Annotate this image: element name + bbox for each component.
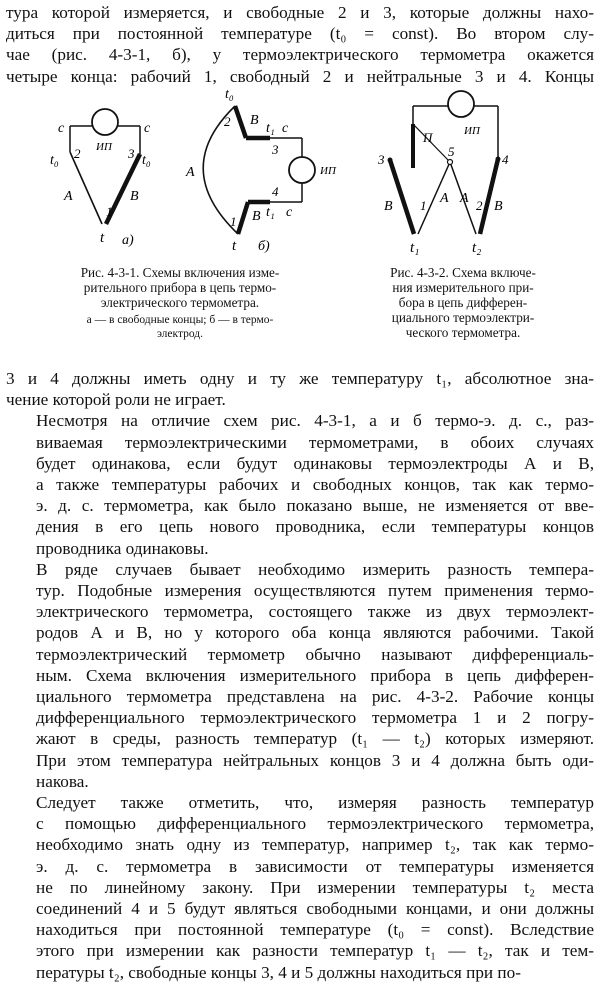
paragraph xyxy=(6,2,594,87)
junction-5 xyxy=(448,160,453,165)
label-A2-diff: А xyxy=(460,191,469,206)
text-line: накова. xyxy=(36,771,89,791)
label-t1-diff: t₁ xyxy=(410,240,420,256)
label-1-b: 1 xyxy=(230,214,237,229)
text-line: проводника одинаковы. xyxy=(36,538,209,558)
text-line: При этом температура нейтральных концов 3 и 4 должна быть оди- xyxy=(36,750,594,770)
label-3-diff: 3 xyxy=(378,152,385,167)
label-4-b: 4 xyxy=(272,184,279,199)
electrode-a-thin xyxy=(70,152,102,224)
text-line: пературы t₂, свободные концы 3, 4 и 5 должны находиться при по- xyxy=(36,962,521,982)
label-t0-left-a: t₀ xyxy=(50,153,59,168)
text-line: не по линейному закону. При измерении температуры t₂ места xyxy=(36,877,594,897)
label-c-right-a: с xyxy=(144,121,151,136)
text-line: Следует также отметить, что, измеряя разность температур xyxy=(36,793,594,813)
label-2-a: 2 xyxy=(74,146,81,161)
meter-ip-diff xyxy=(448,91,474,117)
figure-4-3-2-caption xyxy=(350,265,576,340)
label-3-a: 3 xyxy=(128,146,135,161)
text-line: дения в его цепь нового проводника, если температуры концов xyxy=(36,517,594,537)
caption-line: бора в цепь дифферен- xyxy=(398,295,528,310)
figure-4-3-2-diagram xyxy=(368,84,588,259)
caption-line: электрод. xyxy=(156,328,204,340)
electrode-B-right xyxy=(480,159,498,234)
electrode-b-lower-thick xyxy=(238,202,248,234)
label-B-b-upper: В xyxy=(250,113,259,128)
label-t1-top-b: t₁ xyxy=(266,121,275,136)
label-1-diff: 1 xyxy=(420,198,427,213)
junction-3 xyxy=(388,158,393,163)
text-line: чае (рис. 4-3-1, б), у термоэлектрического термометра окажется xyxy=(6,45,594,65)
text-line: этого при измерении как разности температур t₁ — t₂, так и тем- xyxy=(36,941,594,961)
paragraph xyxy=(6,410,594,558)
meter-ip-b xyxy=(289,157,315,183)
label-t1-bot-b: t₁ xyxy=(266,205,275,220)
label-c-left-a: с xyxy=(58,121,65,136)
label-t0-right-a: t₀ xyxy=(142,153,151,168)
electrode-B-left xyxy=(390,160,414,234)
label-ip-b: ИП xyxy=(320,165,336,177)
text-line: э. д. с. термометра в зависимости от температуры изменяется xyxy=(36,856,594,876)
caption-line: Рис. 4-3-1. Схемы включения изме- xyxy=(80,265,280,280)
text-line: необходимо знать одну из температур, например t₂, так как термо- xyxy=(36,835,594,855)
text-line: термоэлектрический термометр обычно называют дифференциаль- xyxy=(36,644,594,664)
text-line: виваемая термоэлектрическими термометрами, в обоих случаях xyxy=(36,432,594,452)
paragraph xyxy=(6,792,594,983)
meter-ip-a xyxy=(92,109,118,135)
label-B-b-lower: В xyxy=(252,209,261,224)
text-line: родов А и В, но у которого оба конца являются рабочими. Такой xyxy=(36,623,594,643)
caption-line: а — в свободные концы; б — в термо- xyxy=(86,314,274,326)
text-line: соединений 4 и 5 будут являться свободными концами, и они должны xyxy=(36,899,594,919)
label-B-right-diff: В xyxy=(494,199,503,214)
caption-lines-4-3-2 xyxy=(350,265,576,340)
text-line: э. д. с. термометра, как было показано выше, не изменяется от вве- xyxy=(36,496,594,516)
caption-line: электрического термометра. xyxy=(100,295,260,310)
text-line: будет одинакова, если будут одинаковы термоэлектроды А и В, xyxy=(36,453,594,473)
label-p: П xyxy=(423,130,433,145)
figure-4-3-1-diagram xyxy=(20,84,350,259)
caption-lines-4-3-1 xyxy=(30,265,330,310)
label-t-b: t xyxy=(232,238,237,254)
text-line: четыре конца: рабочий 1, свободный 2 и нейтральные 3 и 4. Концы xyxy=(6,66,594,86)
label-4-diff: 4 xyxy=(502,152,509,167)
figures-area xyxy=(0,84,600,340)
figure-4-3-1-subcaption xyxy=(30,313,330,341)
text-line: жают в среды, разность температур (t₁ — t₂) которых измеряют. xyxy=(36,729,594,749)
text-line: чение которой роли не играет. xyxy=(6,390,226,410)
junction-4 xyxy=(496,157,501,162)
paragraph xyxy=(6,559,594,792)
text-line: тура которой измеряется, и свободные 2 и 3, которые должны нахо- xyxy=(6,3,594,22)
label-c-b-upper: с xyxy=(282,121,289,136)
label-t2-diff: t₂ xyxy=(472,240,482,256)
label-2-b: 2 xyxy=(224,114,231,129)
label-2-diff: 2 xyxy=(476,198,483,213)
text-line: ным. Схема включения измерительного прибора в цепь дифферен- xyxy=(36,665,594,685)
label-B-a: В xyxy=(130,189,139,204)
text-line: находиться при постоянной температуре (t₀ = const). Вследствие xyxy=(36,920,594,940)
text-line: В ряде случаев бывает необходимо измерить разность темпера- xyxy=(36,559,594,579)
label-ip-a: ИП xyxy=(96,141,112,153)
text-line: тур. Подобные измерения осуществляются путем применения термо- xyxy=(36,581,594,601)
label-part-a: а) xyxy=(122,233,134,248)
label-A-b: А xyxy=(186,165,195,180)
label-c-b-lower: с xyxy=(286,205,293,220)
text-line: Несмотря на отличие схем рис. 4-3-1, а и б термо-э. д. с., раз- xyxy=(36,411,594,431)
label-A1-diff: А xyxy=(440,191,449,206)
text-line: а также температуры рабочих и свободных концов, так как термо- xyxy=(36,475,594,495)
label-part-b: б) xyxy=(258,239,270,254)
label-3-b: 3 xyxy=(272,142,279,157)
label-t0-top-b: t₀ xyxy=(225,87,234,102)
electrode-b-upper-thick xyxy=(235,106,246,138)
text-line: дифференциального термоэлектрического термометра 1 и 2 погру- xyxy=(36,708,594,728)
caption-line: рительного прибора в цепь термо- xyxy=(83,280,277,295)
paragraph xyxy=(6,368,594,410)
label-B-left-diff: В xyxy=(384,199,393,214)
label-t-a: t xyxy=(100,230,105,246)
text-line: диться при постоянной температуре (t₀ = const). Во втором слу- xyxy=(6,24,594,44)
body-text xyxy=(6,368,594,983)
text-line: циального термометра представлена на рис. 4-3-2. Рабочие концы xyxy=(36,687,594,707)
label-1-a: 1 xyxy=(106,204,113,219)
label-5-diff: 5 xyxy=(448,144,455,159)
label-ip-diff: ИП xyxy=(464,125,480,137)
text-line: электрического термометра, состоящего также из двух термоэлект- xyxy=(36,602,594,622)
top-paragraph xyxy=(6,2,594,87)
caption-line: циального термоэлектри- xyxy=(391,310,535,325)
caption-line: ния измерительного при- xyxy=(392,280,534,295)
caption-line: Рис. 4-3-2. Схема включе- xyxy=(390,265,536,280)
figure-4-3-1-caption xyxy=(30,265,330,341)
text-line: с помощью дифференциального термоэлектрического термометра, xyxy=(36,814,594,834)
caption-line: ческого термометра. xyxy=(405,325,521,340)
text-line: 3 и 4 должны иметь одну и ту же температуру t₁, абсолютное зна- xyxy=(6,369,594,388)
label-A-a: А xyxy=(64,189,73,204)
